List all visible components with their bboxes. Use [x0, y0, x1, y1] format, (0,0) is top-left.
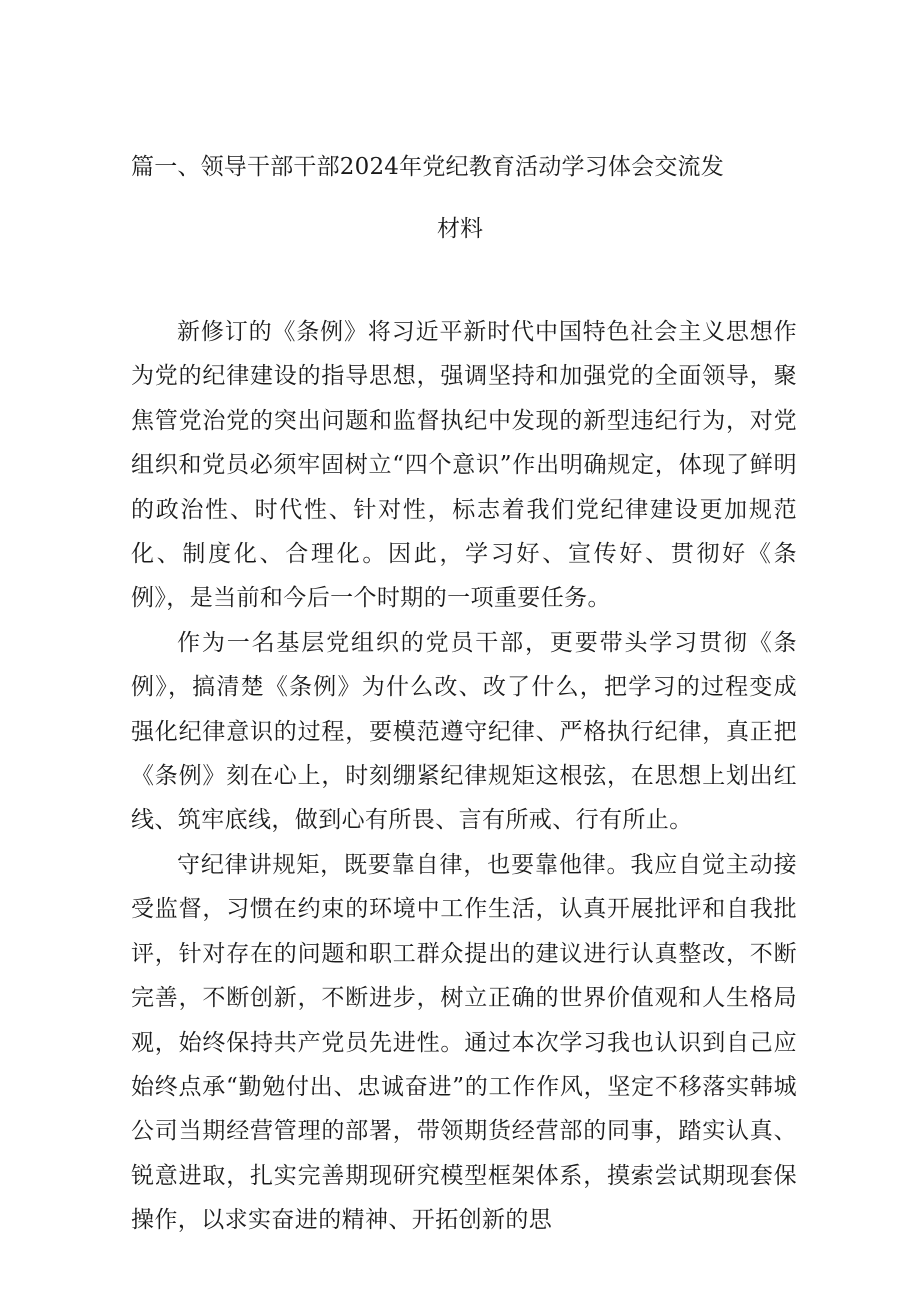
- document-title-line-1: 篇一、领导干部干部2024年党纪教育活动学习体会交流发: [131, 154, 724, 180]
- paragraph-3: 守纪律讲规矩，既要靠自律，也要靠他律。我应自觉主动接受监督，习惯在约束的环境中工作生活，认真开展批评和自我批评，针对存在的问题和职工群众提出的建议进行认真整改，不断完善，不断创新，不断进步，树立正确的世界价值观和人生格局观，始终保持共产党员先进性。通过本次学习我也认识到自己应始终点承“勤勉付出、忠诚奋进”的工作作风，坚定不移落实韩城公司当期经营管理的部署，带领期货经营部的同事，踏实认真、锐意进取，扎实完善期现研究模型框架体系，摸索尝试期现套保操作，以求实奋进的精神、开拓创新的思: [131, 851, 797, 1234]
- paragraph-1: 新修订的《条例》将习近平新时代中国特色社会主义思想作为党的纪律建设的指导思想，强调坚持和加强党的全面领导，聚焦管党治党的突出问题和监督执纪中发现的新型违纪行为，对党组织和党员必须牢固树立“四个意识”作出明确规定，体现了鲜明的政治性、时代性、针对性，标志着我们党纪律建设更加规范化、制度化、合理化。因此，学习好、宣传好、贯彻好《条例》，是当前和今后一个时期的一项重要任务。: [131, 319, 797, 612]
- document-body: [131, 310, 797, 1243]
- paragraph-2: 作为一名基层党组织的党员干部，更要带头学习贯彻《条例》，搞清楚《条例》为什么改、改了什么，把学习的过程变成强化纪律意识的过程，要模范遵守纪律、严格执行纪律，真正把《条例》刻在心上，时刻绷紧纪律规矩这根弦，在思想上划出红线、筑牢底线，做到心有所畏、言有所戒、行有所止。: [131, 629, 797, 834]
- document-title-line-2: 材料: [437, 216, 483, 242]
